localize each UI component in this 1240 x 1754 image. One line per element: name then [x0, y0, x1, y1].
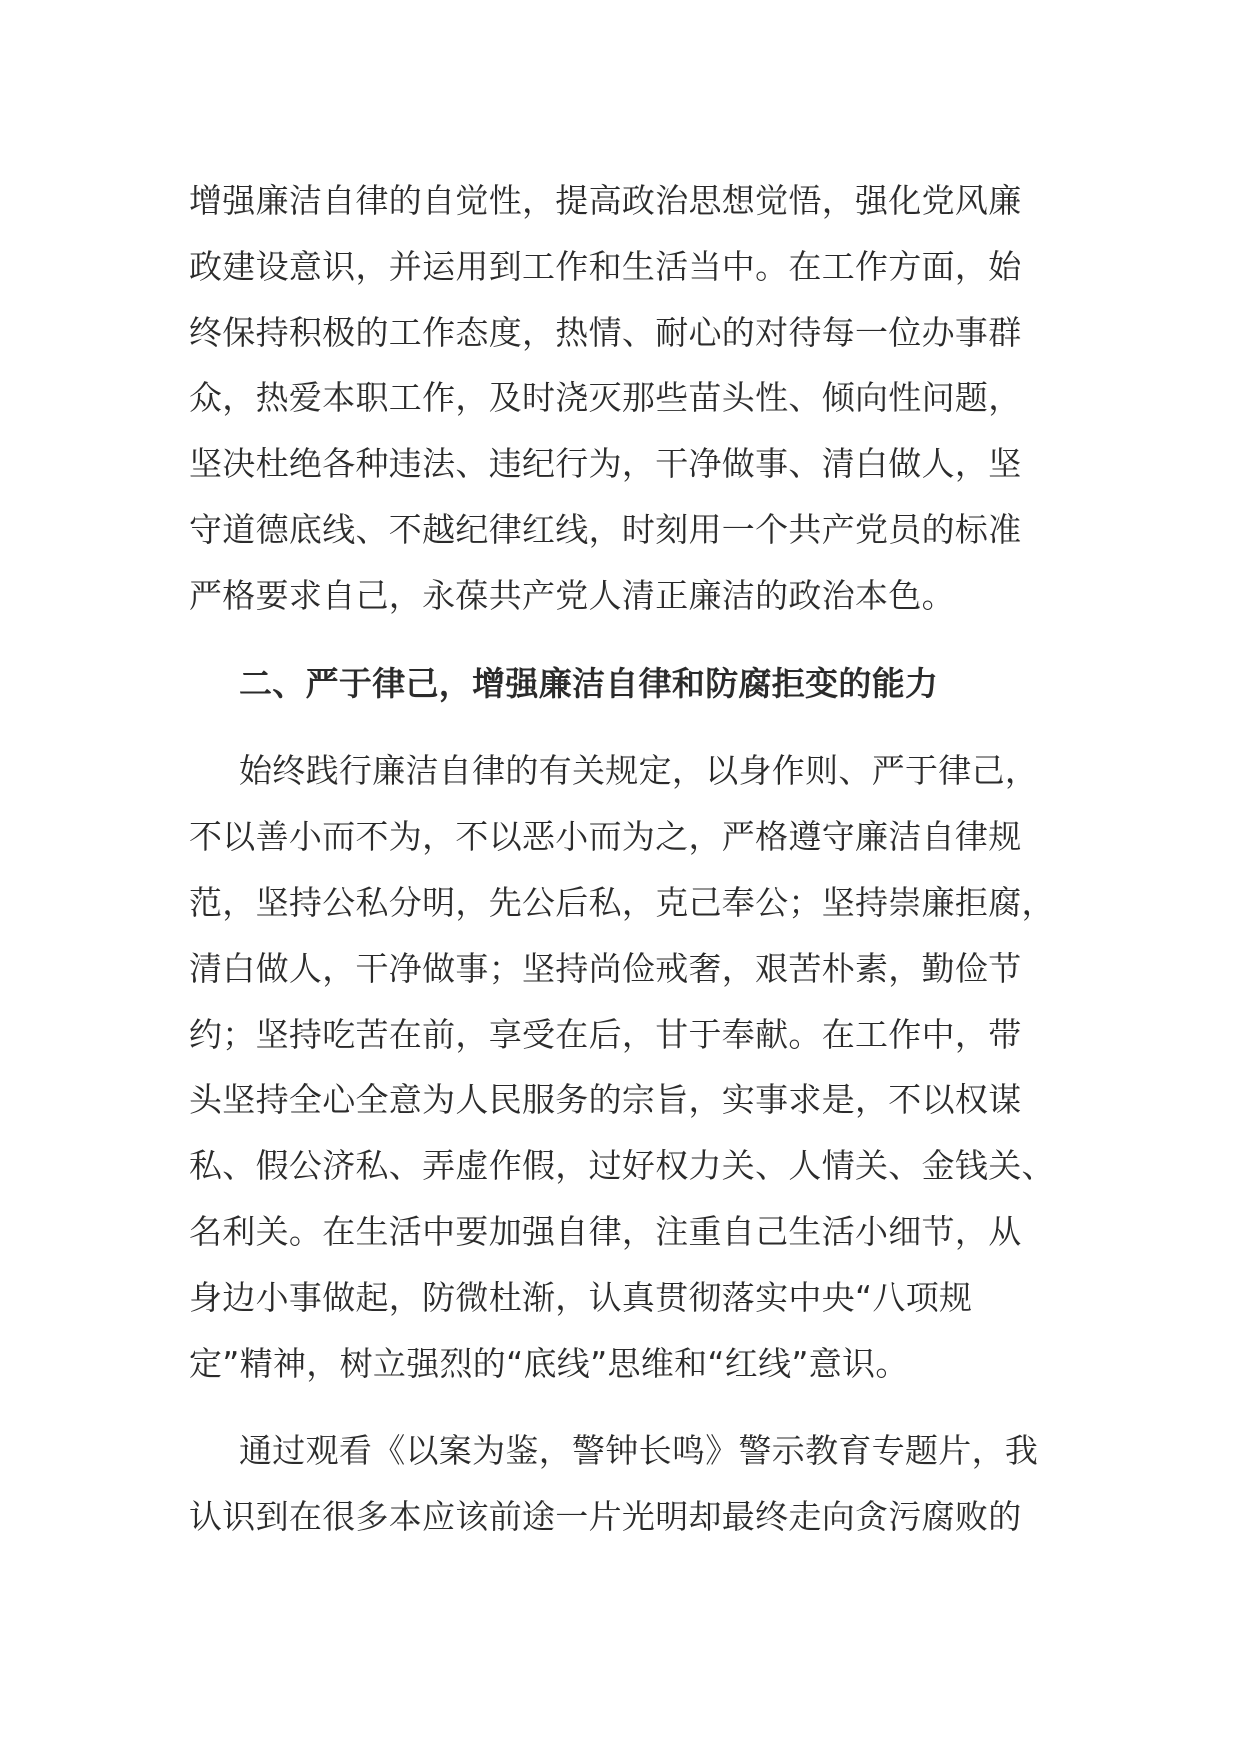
text-line: 增强廉洁自律的自觉性，提高政治思想觉悟，强化党风廉	[189, 181, 1022, 220]
text-line: 终保持积极的工作态度，热情、耐心的对待每一位办事群	[189, 312, 1022, 352]
text-line: 名利关。在生活中要加强自律，注重自己生活小细节，从	[189, 1211, 1022, 1251]
text-line: 清白做人，干净做事；坚持尚俭戒奢，艰苦朴素，勤俭节	[189, 948, 1022, 988]
paragraph-1	[189, 168, 1059, 629]
text-line: 众，热爱本职工作，及时浇灭那些苗头性、倾向性问题，	[189, 378, 1022, 418]
text-line: 头坚持全心全意为人民服务的宗旨，实事求是，不以权谋	[189, 1080, 1022, 1120]
section-heading: 二、严于律己，增强廉洁自律和防腐拒变的能力	[239, 663, 939, 703]
text-line: 定”精神，树立强烈的“底线”思维和“红线”意识。	[189, 1343, 909, 1383]
paragraph-3	[189, 1418, 1059, 1550]
text-line: 范，坚持公私分明，先公后私，克己奉公；坚持崇廉拒腐，	[189, 882, 1055, 922]
text-line: 坚决杜绝各种违法、违纪行为，干净做事、清白做人，坚	[189, 444, 1022, 484]
text-line: 守道德底线、不越纪律红线，时刻用一个共产党员的标准	[189, 509, 1022, 549]
document-body	[189, 168, 1059, 1550]
text-line: 不以善小而不为，不以恶小而为之，严格遵守廉洁自律规	[189, 817, 1022, 857]
text-line: 通过观看《以案为鉴，警钟长鸣》警示教育专题片，我	[239, 1431, 1039, 1471]
text-line: 始终践行廉洁自律的有关规定，以身作则、严于律己，	[239, 751, 1039, 791]
text-line: 政建设意识，并运用到工作和生活当中。在工作方面，始	[189, 246, 1022, 286]
text-line: 认识到在很多本应该前途一片光明却最终走向贪污腐败的	[189, 1497, 1022, 1537]
text-line: 严格要求自己，永葆共产党人清正廉洁的政治本色。	[189, 575, 955, 615]
text-line: 身边小事做起，防微杜渐，认真贯彻落实中央“八项规	[189, 1277, 973, 1317]
paragraph-2	[189, 738, 1059, 1396]
text-line: 私、假公济私、弄虚作假，过好权力关、人情关、金钱关、	[189, 1146, 1055, 1186]
text-line: 约；坚持吃苦在前，享受在后，甘于奉献。在工作中，带	[189, 1014, 1022, 1054]
